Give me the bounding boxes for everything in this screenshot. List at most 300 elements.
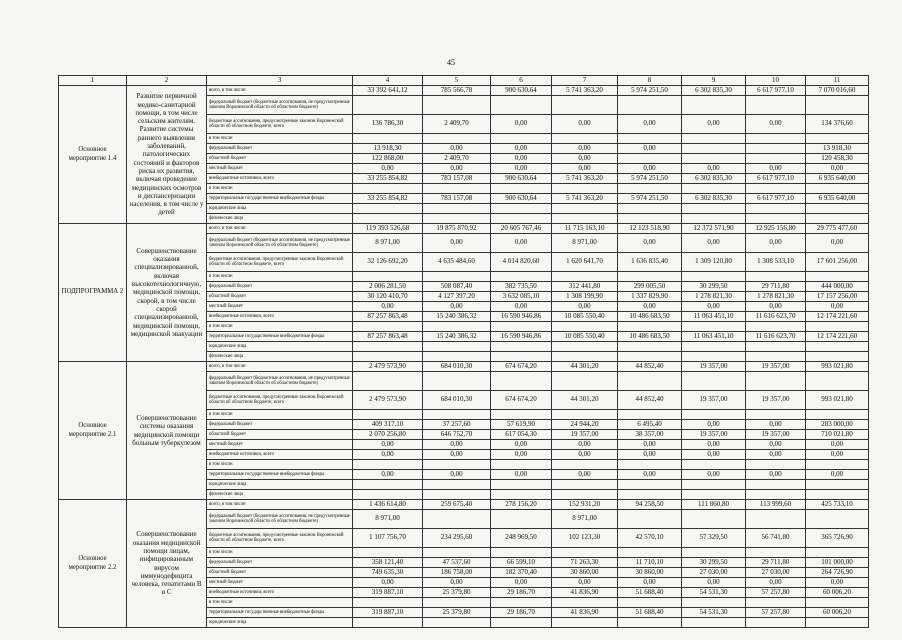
value-cell: 10 085 550,40 [552, 312, 618, 322]
value-cell: 136 786,30 [353, 115, 423, 134]
value-cell [746, 372, 806, 391]
value-cell: 12 174 221,60 [806, 312, 869, 322]
value-cell [682, 134, 746, 144]
value-cell: 111 860,80 [682, 500, 746, 510]
value-cell [746, 480, 806, 490]
value-cell: 30 299,50 [682, 282, 746, 292]
value-cell: 1 436 614,80 [353, 500, 423, 510]
value-cell: 2 479 573,90 [353, 362, 423, 372]
value-cell: 33 392 641,12 [353, 86, 423, 96]
value-cell: 29 775 477,60 [806, 224, 869, 234]
value-cell [618, 372, 682, 391]
value-cell: 319 887,10 [353, 588, 423, 598]
value-cell [746, 144, 806, 154]
value-cell: 264 726,90 [806, 568, 869, 578]
value-cell: 29 711,80 [746, 558, 806, 568]
value-cell [806, 598, 869, 608]
value-cell: 60 006,20 [806, 608, 869, 618]
value-cell [682, 214, 746, 224]
funding-source-cell: юридические лица [207, 480, 353, 490]
value-cell: 409 317,10 [353, 420, 423, 430]
value-cell: 11 616 623,70 [746, 332, 806, 342]
value-cell: 0,00 [746, 578, 806, 588]
value-cell: 2 006 281,50 [353, 282, 423, 292]
value-cell: 15 240 386,32 [423, 312, 491, 322]
funding-source-cell: юридические лица [207, 618, 353, 628]
funding-source-cell: федеральный бюджет [207, 420, 353, 430]
value-cell [746, 134, 806, 144]
value-cell: 785 566,78 [423, 86, 491, 96]
value-cell: 30 860,00 [618, 568, 682, 578]
value-cell [682, 548, 746, 558]
value-cell [682, 352, 746, 362]
value-cell: 56 741,80 [746, 529, 806, 548]
value-cell [618, 184, 682, 194]
value-cell: 0,00 [491, 578, 552, 588]
value-cell [682, 272, 746, 282]
value-cell: 1 278 821,30 [682, 292, 746, 302]
value-cell: 0,00 [682, 164, 746, 174]
value-cell: 993 021,80 [806, 362, 869, 372]
table-row [59, 224, 869, 234]
value-cell [423, 352, 491, 362]
table-row [59, 500, 869, 510]
value-cell [746, 460, 806, 470]
value-cell: 0,00 [618, 470, 682, 480]
value-cell: 617 054,30 [491, 430, 552, 440]
value-cell [491, 460, 552, 470]
funding-source-cell: внебюджетные источники, всего [207, 450, 353, 460]
value-cell: 19 357,00 [682, 391, 746, 410]
value-cell: 4 014 820,60 [491, 253, 552, 272]
value-cell: 783 157,08 [423, 174, 491, 184]
value-cell: 299 005,50 [618, 282, 682, 292]
value-cell [746, 272, 806, 282]
value-cell [746, 154, 806, 164]
value-cell: 0,00 [682, 470, 746, 480]
value-cell: 10 486 683,50 [618, 312, 682, 322]
value-cell: 425 733,10 [806, 500, 869, 510]
value-cell [746, 490, 806, 500]
value-cell: 0,00 [353, 578, 423, 588]
funding-source-cell: бюджетные ассигнования, предусмотренные законом Воронежской области об областном бюджете, всего [207, 253, 353, 272]
value-cell: 19 875 870,92 [423, 224, 491, 234]
value-cell: 1 278 821,30 [746, 292, 806, 302]
value-cell [423, 490, 491, 500]
value-cell: 0,00 [682, 578, 746, 588]
value-cell: 0,00 [746, 470, 806, 480]
value-cell [618, 598, 682, 608]
value-cell [806, 134, 869, 144]
value-cell: 0,00 [491, 302, 552, 312]
value-cell: 29 711,80 [746, 282, 806, 292]
value-cell: 0,00 [353, 440, 423, 450]
value-cell [552, 184, 618, 194]
value-cell: 2 409,70 [423, 154, 491, 164]
value-cell [353, 322, 423, 332]
value-cell [423, 372, 491, 391]
value-cell: 134 376,60 [806, 115, 869, 134]
program-name-cell: Совершенствование оказания специализированной, включая высокотехнологичную, медицинской помощи, скорой, в том числе скорой специализированной, медицинской помощи, медицинской эвакуации [127, 224, 207, 362]
funding-source-cell: внебюджетные источники, всего [207, 312, 353, 322]
value-cell [353, 490, 423, 500]
value-cell: 11 063 451,10 [682, 332, 746, 342]
value-cell: 0,00 [806, 302, 869, 312]
value-cell: 12 372 571,90 [682, 224, 746, 234]
program-name-cell: Совершенствование оказания медицинской помощи лицам, инфицированным вирусом иммунодефицита человека, гепатитами В и С [127, 500, 207, 628]
value-cell [423, 460, 491, 470]
value-cell: 33 255 854,82 [353, 174, 423, 184]
value-cell [682, 322, 746, 332]
value-cell [353, 618, 423, 628]
value-cell [806, 618, 869, 628]
value-cell: 0,00 [491, 440, 552, 450]
value-cell [806, 214, 869, 224]
header-cell: 3 [207, 76, 353, 86]
value-cell: 37 257,60 [423, 420, 491, 430]
value-cell [682, 154, 746, 164]
value-cell: 234 295,60 [423, 529, 491, 548]
value-cell: 0,00 [806, 440, 869, 450]
value-cell [552, 342, 618, 352]
value-cell [491, 510, 552, 529]
value-cell [806, 272, 869, 282]
value-cell: 182 370,40 [491, 568, 552, 578]
value-cell: 0,00 [353, 164, 423, 174]
value-cell: 248 969,50 [491, 529, 552, 548]
value-cell: 0,00 [552, 470, 618, 480]
value-cell: 993 021,80 [806, 391, 869, 410]
value-cell: 0,00 [746, 440, 806, 450]
value-cell [806, 460, 869, 470]
value-cell: 684 010,30 [423, 391, 491, 410]
value-cell [353, 134, 423, 144]
value-cell [746, 618, 806, 628]
header-cell: 2 [127, 76, 207, 86]
value-cell [746, 410, 806, 420]
value-cell: 4 635 484,60 [423, 253, 491, 272]
value-cell: 6 617 977,10 [746, 194, 806, 204]
value-cell [552, 352, 618, 362]
value-cell: 101 000,00 [806, 558, 869, 568]
value-cell [746, 342, 806, 352]
value-cell: 27 030,00 [682, 568, 746, 578]
value-cell [682, 372, 746, 391]
value-cell [552, 272, 618, 282]
funding-source-cell: территориальные государственные внебюджетные фонды [207, 608, 353, 618]
value-cell [746, 96, 806, 115]
value-cell: 8 971,00 [552, 510, 618, 529]
value-cell [353, 184, 423, 194]
value-cell [618, 510, 682, 529]
value-cell [552, 96, 618, 115]
value-cell: 1 308 533,10 [746, 253, 806, 272]
value-cell [423, 204, 491, 214]
value-cell [806, 184, 869, 194]
value-cell: 0,00 [552, 154, 618, 164]
value-cell: 365 726,90 [806, 529, 869, 548]
value-cell: 19 357,00 [746, 391, 806, 410]
value-cell: 0,00 [423, 450, 491, 460]
funding-source-cell: областной бюджет [207, 568, 353, 578]
value-cell: 358 121,40 [353, 558, 423, 568]
value-cell [491, 598, 552, 608]
funding-source-cell: бюджетные ассигнования, предусмотренные законом Воронежской области об областном бюджете, всего [207, 529, 353, 548]
header-cell: 5 [423, 76, 491, 86]
value-cell [806, 548, 869, 558]
value-cell: 0,00 [746, 450, 806, 460]
value-cell [552, 322, 618, 332]
value-cell: 0,00 [423, 440, 491, 450]
funding-source-cell: федеральный бюджет (бюджетные ассигнования, не предусмотренные законом Воронежской области об областном бюджете) [207, 372, 353, 391]
value-cell: 19 357,00 [682, 430, 746, 440]
value-cell: 0,00 [491, 234, 552, 253]
value-cell [353, 410, 423, 420]
funding-source-cell: областной бюджет [207, 154, 353, 164]
value-cell: 0,00 [806, 164, 869, 174]
value-cell [353, 548, 423, 558]
value-cell [806, 510, 869, 529]
value-cell [423, 342, 491, 352]
value-cell: 57 257,80 [746, 608, 806, 618]
value-cell: 16 590 946,86 [491, 332, 552, 342]
value-cell: 2 070 256,80 [353, 430, 423, 440]
value-cell: 0,00 [491, 115, 552, 134]
value-cell: 1 337 829,90 [618, 292, 682, 302]
value-cell [491, 214, 552, 224]
value-cell: 25 379,80 [423, 588, 491, 598]
value-cell [552, 480, 618, 490]
value-cell: 41 836,90 [552, 588, 618, 598]
header-row [59, 76, 869, 86]
value-cell [618, 410, 682, 420]
funding-source-cell: бюджетные ассигнования, предусмотренные законом Воронежской области об областном бюджете, всего [207, 391, 353, 410]
funding-source-cell: областной бюджет [207, 292, 353, 302]
value-cell [423, 510, 491, 529]
value-cell: 6 302 835,30 [682, 194, 746, 204]
value-cell: 0,00 [423, 144, 491, 154]
value-cell: 3 632 085,10 [491, 292, 552, 302]
value-cell [806, 372, 869, 391]
funding-source-cell: в том числе: [207, 322, 353, 332]
value-cell [682, 204, 746, 214]
value-cell: 0,00 [618, 302, 682, 312]
funding-source-cell: внебюджетные источники, всего [207, 588, 353, 598]
funding-source-cell: юридические лица [207, 342, 353, 352]
value-cell [618, 214, 682, 224]
value-cell: 4 127 397,20 [423, 292, 491, 302]
funding-source-cell: физические лица [207, 352, 353, 362]
funding-source-cell: в том числе: [207, 460, 353, 470]
value-cell [423, 410, 491, 420]
value-cell [806, 352, 869, 362]
value-cell: 19 357,00 [746, 362, 806, 372]
value-cell: 41 836,90 [552, 608, 618, 618]
value-cell: 674 674,20 [491, 362, 552, 372]
value-cell: 1 107 756,70 [353, 529, 423, 548]
value-cell: 0,00 [682, 450, 746, 460]
level-cell: Основное мероприятие 2.1 [59, 362, 127, 500]
value-cell: 0,00 [682, 302, 746, 312]
value-cell [491, 322, 552, 332]
value-cell: 0,00 [423, 164, 491, 174]
value-cell [491, 272, 552, 282]
value-cell: 0,00 [746, 302, 806, 312]
value-cell [491, 342, 552, 352]
level-cell: Основное мероприятие 2.2 [59, 500, 127, 628]
funding-source-cell: физические лица [207, 490, 353, 500]
value-cell: 0,00 [552, 302, 618, 312]
funding-source-cell: в том числе: [207, 272, 353, 282]
value-cell: 54 531,30 [682, 608, 746, 618]
value-cell [746, 510, 806, 529]
value-cell: 0,00 [552, 144, 618, 154]
value-cell [806, 322, 869, 332]
value-cell: 0,00 [618, 450, 682, 460]
value-cell: 0,00 [423, 302, 491, 312]
table-row [59, 362, 869, 372]
value-cell: 0,00 [806, 450, 869, 460]
value-cell: 60 006,20 [806, 588, 869, 598]
value-cell [423, 184, 491, 194]
value-cell: 8 971,00 [353, 510, 423, 529]
value-cell [491, 184, 552, 194]
value-cell [682, 598, 746, 608]
header-cell: 4 [353, 76, 423, 86]
value-cell: 646 752,70 [423, 430, 491, 440]
value-cell: 11 616 623,70 [746, 312, 806, 322]
value-cell: 319 887,10 [353, 608, 423, 618]
value-cell: 11 715 163,10 [552, 224, 618, 234]
value-cell: 33 255 854,82 [353, 194, 423, 204]
value-cell: 1 620 641,70 [552, 253, 618, 272]
value-cell: 312 441,80 [552, 282, 618, 292]
value-cell: 5 741 363,20 [552, 174, 618, 184]
value-cell [491, 618, 552, 628]
value-cell: 6 495,40 [618, 420, 682, 430]
value-cell: 44 301,20 [552, 391, 618, 410]
value-cell [746, 322, 806, 332]
value-cell [746, 214, 806, 224]
value-cell: 20 605 767,46 [491, 224, 552, 234]
value-cell [353, 204, 423, 214]
value-cell [353, 272, 423, 282]
value-cell: 11 710,10 [618, 558, 682, 568]
value-cell: 0,00 [491, 450, 552, 460]
value-cell [552, 490, 618, 500]
value-cell: 113 999,60 [746, 500, 806, 510]
funding-source-cell: территориальные государственные внебюджетные фонды [207, 332, 353, 342]
value-cell [491, 96, 552, 115]
value-cell [491, 372, 552, 391]
value-cell: 19 357,00 [746, 430, 806, 440]
value-cell: 32 126 692,20 [353, 253, 423, 272]
value-cell [746, 204, 806, 214]
value-cell [491, 548, 552, 558]
header-cell: 7 [552, 76, 618, 86]
value-cell [423, 272, 491, 282]
value-cell: 44 301,20 [552, 362, 618, 372]
value-cell [618, 154, 682, 164]
value-cell: 6 302 835,30 [682, 86, 746, 96]
table-row [59, 86, 869, 96]
value-cell [552, 460, 618, 470]
value-cell [682, 618, 746, 628]
funding-source-cell: юридические лица [207, 204, 353, 214]
value-cell: 0,00 [806, 470, 869, 480]
value-cell [353, 480, 423, 490]
funding-source-cell: федеральный бюджет [207, 144, 353, 154]
value-cell: 5 974 251,50 [618, 86, 682, 96]
program-name-cell: Совершенствование системы оказания медицинской помощи больным туберкулезом [127, 362, 207, 500]
value-cell: 47 537,60 [423, 558, 491, 568]
value-cell [353, 460, 423, 470]
value-cell [552, 548, 618, 558]
value-cell: 0,00 [682, 115, 746, 134]
value-cell [552, 618, 618, 628]
value-cell [491, 352, 552, 362]
header-cell: 9 [682, 76, 746, 86]
value-cell: 0,00 [353, 302, 423, 312]
value-cell [618, 342, 682, 352]
value-cell [682, 342, 746, 352]
funding-source-cell: внебюджетные источники, всего [207, 174, 353, 184]
funding-source-cell: в том числе: [207, 548, 353, 558]
value-cell: 5 741 363,20 [552, 86, 618, 96]
value-cell [491, 204, 552, 214]
value-cell: 783 157,08 [423, 194, 491, 204]
value-cell [353, 342, 423, 352]
value-cell [682, 510, 746, 529]
header-cell: 6 [491, 76, 552, 86]
header-cell: 10 [746, 76, 806, 86]
funding-source-cell: всего, в том числе: [207, 224, 353, 234]
value-cell [423, 214, 491, 224]
value-cell: 13 918,30 [806, 144, 869, 154]
value-cell [423, 618, 491, 628]
value-cell: 0,00 [552, 440, 618, 450]
value-cell: 5 974 251,50 [618, 194, 682, 204]
value-cell: 0,00 [552, 578, 618, 588]
value-cell: 0,00 [682, 420, 746, 430]
value-cell: 0,00 [806, 234, 869, 253]
value-cell: 11 063 451,10 [682, 312, 746, 322]
value-cell [618, 96, 682, 115]
funding-source-cell: физические лица [207, 214, 353, 224]
value-cell: 12 123 518,90 [618, 224, 682, 234]
value-cell [423, 598, 491, 608]
value-cell: 900 630,64 [491, 86, 552, 96]
value-cell: 5 974 251,50 [618, 174, 682, 184]
value-cell: 0,00 [552, 164, 618, 174]
value-cell: 19 357,00 [552, 430, 618, 440]
value-cell: 57 257,80 [746, 588, 806, 598]
value-cell [423, 548, 491, 558]
value-cell [618, 618, 682, 628]
value-cell: 0,00 [353, 470, 423, 480]
value-cell: 0,00 [618, 144, 682, 154]
value-cell: 54 531,30 [682, 588, 746, 598]
value-cell [353, 352, 423, 362]
funding-source-cell: в том числе: [207, 184, 353, 194]
value-cell: 0,00 [491, 470, 552, 480]
value-cell [806, 490, 869, 500]
value-cell [353, 214, 423, 224]
value-cell: 24 944,20 [552, 420, 618, 430]
value-cell [746, 598, 806, 608]
value-cell [552, 598, 618, 608]
value-cell: 29 186,70 [491, 588, 552, 598]
